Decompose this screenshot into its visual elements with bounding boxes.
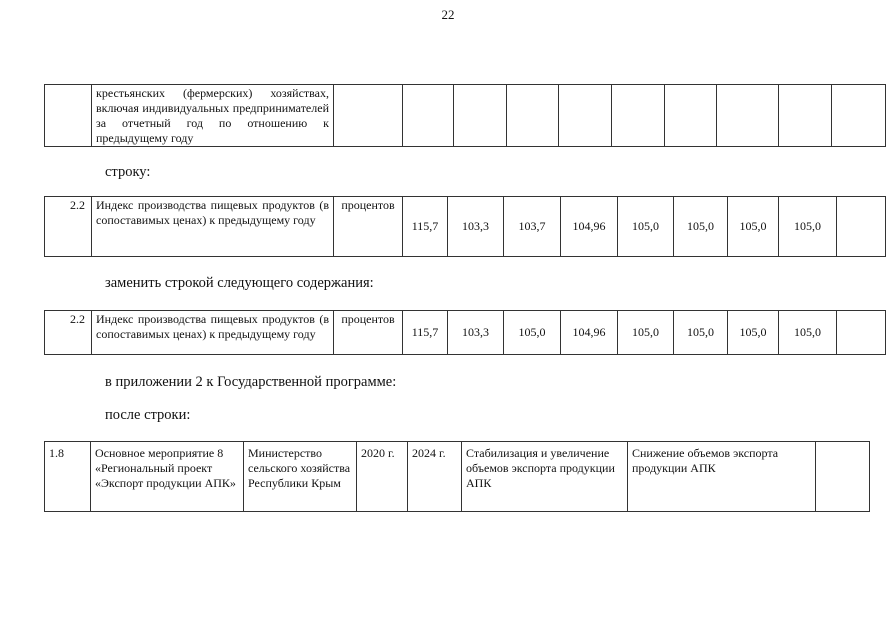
expected-result: Стабилизация и увеличение объемов экспорта продукции АПК bbox=[462, 442, 628, 512]
value-cell: 115,7 bbox=[403, 197, 448, 257]
event-name: Основное мероприятие 8 «Региональный проект «Экспорт продукции АПК» bbox=[91, 442, 244, 512]
paragraph-replace: заменить строкой следующего содержания: bbox=[105, 275, 374, 291]
row-index: 1.8 bbox=[45, 442, 91, 512]
value-cell: 105,0 bbox=[779, 311, 837, 355]
value-cell: 105,0 bbox=[728, 311, 779, 355]
table-event bbox=[44, 441, 870, 512]
table-row-new bbox=[44, 310, 886, 355]
value-cell: 105,0 bbox=[779, 197, 837, 257]
value-cell: 104,96 bbox=[561, 311, 618, 355]
page-number: 22 bbox=[441, 7, 455, 22]
table-fragment bbox=[44, 84, 886, 147]
value-cell: 105,0 bbox=[674, 197, 728, 257]
unit: процентов bbox=[334, 311, 403, 355]
value-cell: 103,7 bbox=[504, 197, 561, 257]
indicator-name: Индекс производства пищевых продуктов (в сопоставимых ценах) к предыдущему году bbox=[92, 311, 334, 355]
value-cell: 105,0 bbox=[504, 311, 561, 355]
paragraph-row: строку: bbox=[105, 164, 151, 180]
row-index: 2.2 bbox=[45, 197, 92, 257]
start-year: 2020 г. bbox=[357, 442, 408, 512]
paragraph-after: после строки: bbox=[105, 407, 191, 423]
value-cell: 105,0 bbox=[618, 197, 674, 257]
value-cell: 103,3 bbox=[448, 311, 504, 355]
fragment-text: крестьянских (фермерских) хозяйствах, включая индивидуальных предпринимателей за отчетный год по отношению к предыдущему году bbox=[92, 85, 334, 147]
unit: процентов bbox=[334, 197, 403, 257]
cell-empty bbox=[816, 442, 870, 512]
cell-empty bbox=[837, 197, 886, 257]
indicator-name: Индекс производства пищевых продуктов (в сопоставимых ценах) к предыдущему году bbox=[92, 197, 334, 257]
end-year: 2024 г. bbox=[408, 442, 462, 512]
row-index: 2.2 bbox=[45, 311, 92, 355]
paragraph-appendix: в приложении 2 к Государственной программе: bbox=[105, 374, 397, 390]
cell-empty bbox=[45, 85, 92, 147]
value-cell: 103,3 bbox=[448, 197, 504, 257]
executor: Министерство сельского хозяйства Республики Крым bbox=[244, 442, 357, 512]
value-cell: 105,0 bbox=[618, 311, 674, 355]
table-row-old bbox=[44, 196, 886, 257]
cell-empty bbox=[837, 311, 886, 355]
consequence: Снижение объемов экспорта продукции АПК bbox=[628, 442, 816, 512]
value-cell: 115,7 bbox=[403, 311, 448, 355]
value-cell: 105,0 bbox=[728, 197, 779, 257]
value-cell: 104,96 bbox=[561, 197, 618, 257]
value-cell: 105,0 bbox=[674, 311, 728, 355]
